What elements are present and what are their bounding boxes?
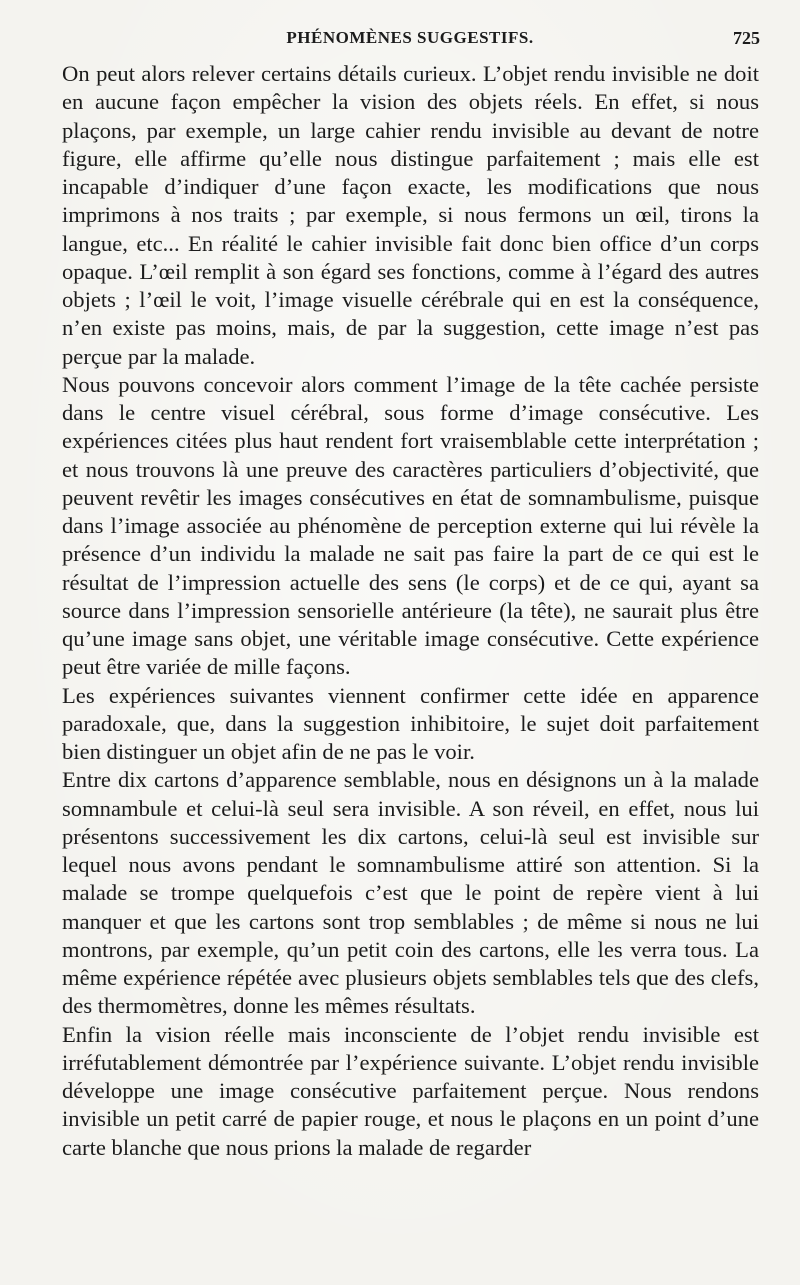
page-header bbox=[60, 26, 760, 56]
paragraph-1: On peut alors relever certains détails curieux. L’objet rendu invisible ne doit en aucune façon empêcher la vision des objets réels. En effet, si nous plaçons, par exemple, un large cahier rendu invisible au devant de notre figure, elle affirme qu’elle nous distingue parfaitement ; mais elle est incapable d’indiquer d’une façon exacte, les modifications que nous imprimons à nos traits ; par exemple, si nous fermons un œil, tirons la langue, etc... En réalité le cahier invisible fait donc bien office d’un corps opaque. L’œil remplit à son égard ses fonctions, comme à l’égard des autres objets ; l’œil le voit, l’image visuelle cérébrale qui en est la conséquence, n’en existe pas moins, mais, de par la suggestion, cette image n’est pas perçue par la malade. bbox=[62, 61, 759, 369]
body-text bbox=[62, 60, 759, 1162]
paragraph-4: Entre dix cartons d’apparence semblable, nous en désignons un à la malade somnambule et celui-là seul sera invisible. A son réveil, en effet, nous lui présentons successivement les dix cartons, celui-là seul est invisible sur lequel nous avons pendant le somnambulisme attiré son attention. Si la malade se trompe quelquefois c’est que le point de repère vient à lui manquer et que les cartons sont trop semblables ; de même si nous ne lui montrons, par exemple, qu’un petit coin des cartons, elle les verra tous. La même expérience répétée avec plusieurs objets semblables tels que des clefs, des thermomètres, donne les mêmes résultats. bbox=[62, 767, 759, 1019]
paragraph-3: Les expériences suivantes viennent confirmer cette idée en apparence paradoxale, que, dans la suggestion inhibitoire, le sujet doit parfaitement bien distinguer un objet afin de ne pas le voir. bbox=[62, 682, 759, 764]
page-number: 725 bbox=[733, 28, 760, 48]
running-head: PHÉNOMÈNES SUGGESTIFS. bbox=[286, 28, 534, 47]
paragraph-2: Nous pouvons concevoir alors comment l’image de la tête cachée persiste dans le centre visuel cérébral, sous forme d’image consécutive. Les expériences citées plus haut rendent fort vraisemblable cette interprétation ; et nous trouvons là une preuve des caractères particuliers d’objectivité, que peuvent revêtir les images consécutives en état de somnambulisme, puisque dans l’image associée au phénomène de perception externe qui lui révèle la présence d’un individu la malade ne sait pas faire la part de ce qui est le résultat de l’impression actuelle des sens (le corps) et de ce qui, ayant sa source dans l’impression sensorielle antérieure (la tête), ne saurait plus être qu’une image sans objet, une véritable image consécutive. Cette expérience peut être variée de mille façons. bbox=[62, 371, 759, 680]
paragraph-5: Enfin la vision réelle mais inconsciente de l’objet rendu invisible est irréfutablement démontrée par l’expérience suivante. L’objet rendu invisible développe une image consécutive parfaitement perçue. Nous rendons invisible un petit carré de papier rouge, et nous le plaçons en un point d’une carte blanche que nous prions la malade de regarder bbox=[62, 1021, 759, 1160]
